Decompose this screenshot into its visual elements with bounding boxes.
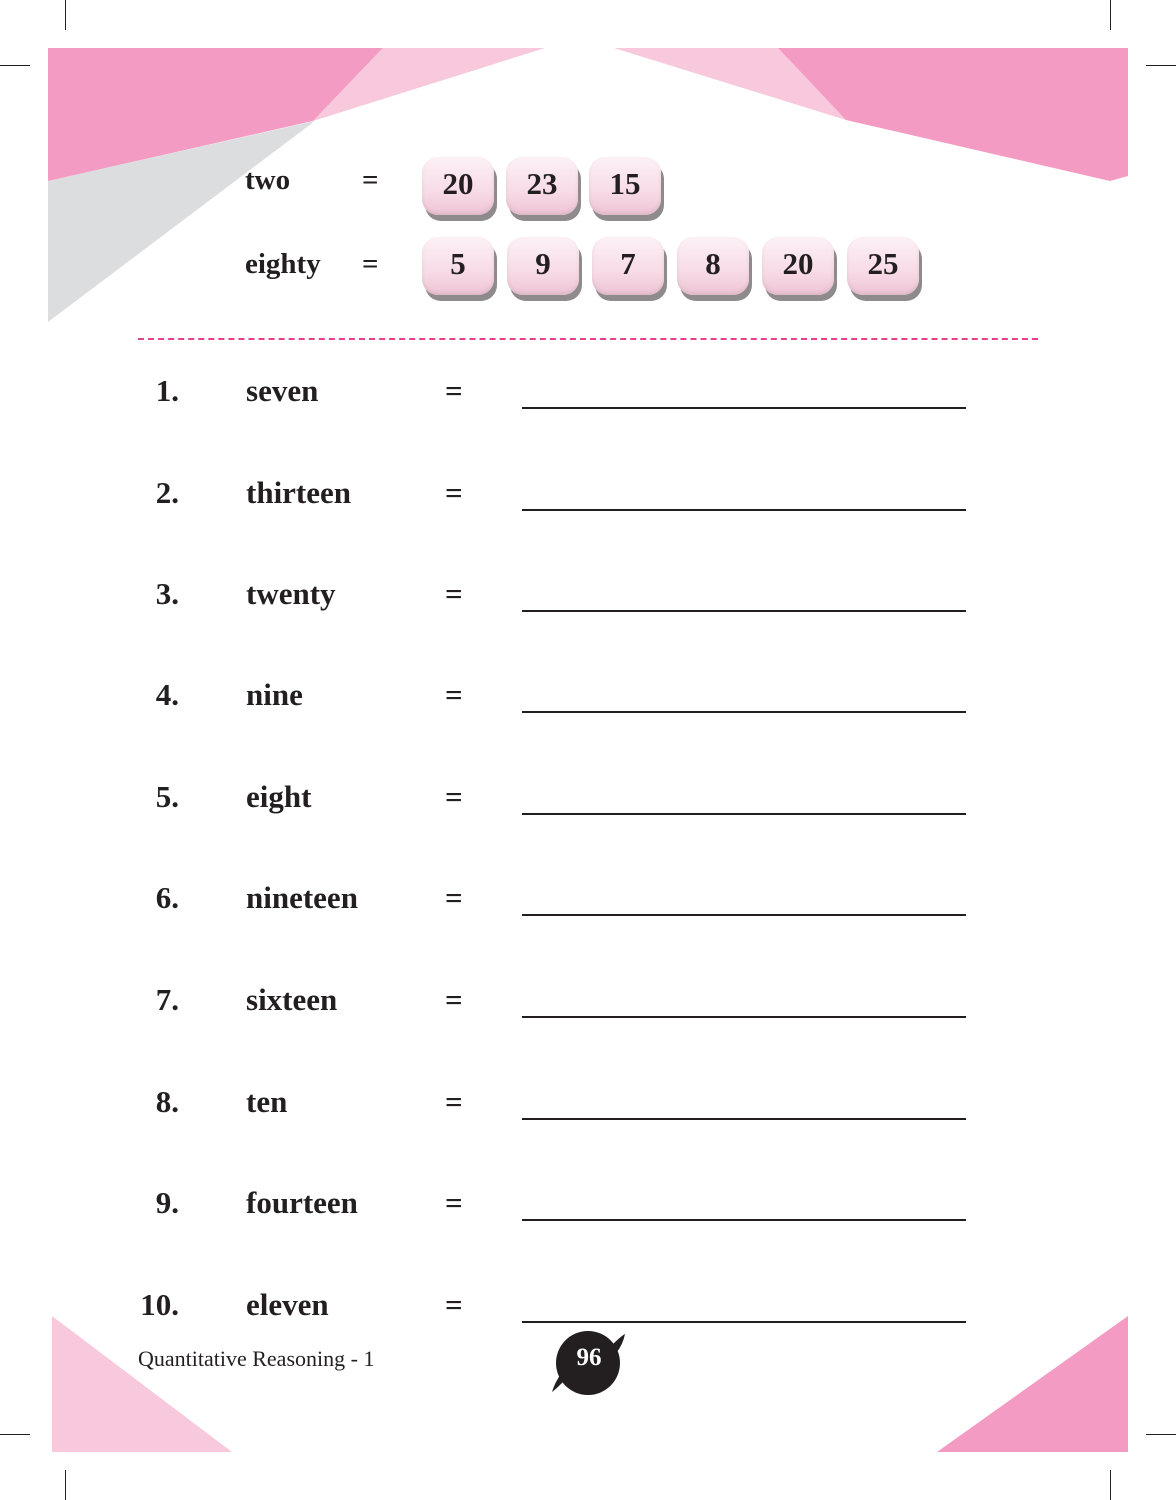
example-word: eighty	[245, 248, 321, 280]
crop-mark	[65, 1470, 66, 1500]
question-row	[0, 880, 1176, 930]
question-number: 3.	[155, 576, 179, 611]
question-row	[0, 1084, 1176, 1134]
question-number: 8.	[155, 1084, 179, 1119]
equals-sign: =	[445, 373, 463, 408]
question-number: 9.	[155, 1185, 179, 1220]
question-row	[0, 576, 1176, 626]
crop-mark	[1110, 0, 1111, 30]
question-word: nineteen	[246, 880, 358, 915]
question-word: twenty	[246, 576, 336, 611]
book-title: Quantitative Reasoning - 1	[138, 1346, 375, 1371]
question-number: 6.	[155, 880, 179, 915]
answer-line[interactable]	[522, 914, 966, 916]
crop-mark	[1146, 65, 1176, 66]
question-row	[0, 475, 1176, 525]
question-number: 7.	[155, 982, 179, 1017]
answer-line[interactable]	[522, 407, 966, 409]
equals-sign: =	[445, 576, 463, 611]
question-word: thirteen	[246, 475, 352, 510]
number-tile: 8	[677, 237, 749, 295]
question-word: seven	[246, 373, 319, 408]
equals-sign: =	[362, 164, 379, 196]
number-tile: 20	[762, 237, 834, 295]
question-row	[0, 677, 1176, 727]
number-tile: 20	[422, 157, 494, 215]
crop-mark	[65, 0, 66, 30]
number-tile: 15	[589, 157, 661, 215]
equals-sign: =	[445, 779, 463, 814]
question-word: nine	[246, 677, 303, 712]
question-word: ten	[246, 1084, 288, 1119]
number-tile: 25	[847, 237, 919, 295]
answer-line[interactable]	[522, 1118, 966, 1120]
answer-line[interactable]	[522, 610, 966, 612]
number-tile: 5	[422, 237, 494, 295]
example-word: two	[245, 164, 291, 196]
question-number: 2.	[155, 475, 179, 510]
number-tile: 23	[506, 157, 578, 215]
answer-line[interactable]	[522, 813, 966, 815]
crop-mark	[0, 1434, 30, 1435]
crop-mark	[0, 65, 30, 66]
page-number: 96	[576, 1344, 602, 1371]
equals-sign: =	[445, 982, 463, 1017]
crop-mark	[1110, 1470, 1111, 1500]
equals-sign: =	[445, 677, 463, 712]
dashed-divider	[138, 338, 1038, 340]
question-row	[0, 982, 1176, 1032]
answer-line[interactable]	[522, 711, 966, 713]
question-row	[0, 373, 1176, 423]
equals-sign: =	[445, 1185, 463, 1220]
answer-line[interactable]	[522, 1016, 966, 1018]
question-word: fourteen	[246, 1185, 358, 1220]
equals-sign: =	[445, 475, 463, 510]
question-word: sixteen	[246, 982, 338, 1017]
number-tile: 7	[592, 237, 664, 295]
question-number: 1.	[155, 373, 179, 408]
question-word: eleven	[246, 1287, 329, 1322]
answer-line[interactable]	[522, 509, 966, 511]
number-tile: 9	[507, 237, 579, 295]
answer-line[interactable]	[522, 1321, 966, 1323]
question-number: 5.	[155, 779, 179, 814]
answer-line[interactable]	[522, 1219, 966, 1221]
question-number: 10.	[140, 1287, 179, 1322]
crop-mark	[1146, 1434, 1176, 1435]
question-word: eight	[246, 779, 312, 814]
equals-sign: =	[362, 248, 379, 280]
equals-sign: =	[445, 1287, 463, 1322]
question-row	[0, 779, 1176, 829]
question-row	[0, 1185, 1176, 1235]
equals-sign: =	[445, 1084, 463, 1119]
equals-sign: =	[445, 880, 463, 915]
question-number: 4.	[155, 677, 179, 712]
